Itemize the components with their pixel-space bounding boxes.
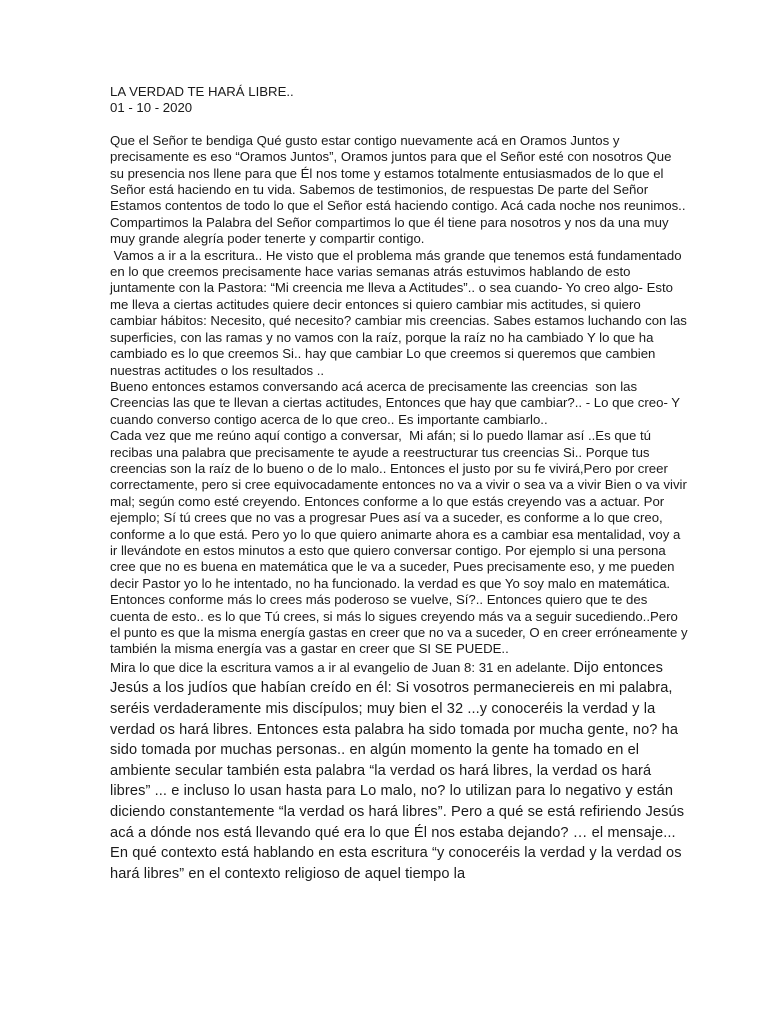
document-date: 01 - 10 - 2020 — [110, 100, 193, 116]
paragraph: Cada vez que me reúno aquí contigo a conversar, Mi afán; si lo puedo llamar así ..Es que tú recibas una palabra que precisamente te ayude a reestructurar tus creencias Si.. Porque tus creencias son la raíz de lo bueno o de lo malo.. Entonces el justo por su fe vivirá,Pero por creer correctamente, pero si cree equivocadamente entonces no va a vivir o sea va a vivir Bien o va vivir mal; según como esté creyendo. Entonces conforme a lo que estás creyendo vas a actuar. Por ejemplo; Sí tú crees que no vas a progresar Pues así va a suceder, es conforme a lo que creo, conforme a lo que está. Pero yo lo que quiero animarte ahora es a cambiar esa mentalidad, voy a ir llevándote en estos minutos a esto que quiero conversar contigo. Por ejemplo si una persona cree que no es buena en matemática que le va a suceder, Pues precisamente eso, y me pueden decir Pastor yo lo he intentado, no ha funcionado. la verdad es que Yo soy malo en matemática. Entonces conforme más lo crees más poderoso se vuelve, Sí?.. Entonces quiero que te des cuenta de esto.. es lo que Tú crees, si más lo sigues creyendo más va a seguir sucediendo..Pero el punto es que la misma energía gastas en creer que no va a suceder, O en creer erróneamente y también la misma energía vas a gastar en creer que SI SE PUEDE.. — [110, 428, 692, 657]
paragraph: Vamos a ir a la escritura.. He visto que el problema más grande que tenemos está fundamentado en lo que creemos precisamente hace varias semanas atrás estuvimos hablando de esto juntamente con la Pastora: “Mi creencia me lleva a Actitudes”.. o sea cuando- Yo creo algo- Esto me lleva a ciertas actitudes quiere decir entonces si quiero cambiar mis actitudes, si quiero cambiar hábitos: Necesito, qué necesito? cambiar mis creencias. Sabes estamos luchando con las superficies, con las ramas y no vamos con la raíz, porque la raíz no ha cambiado Y lo que ha cambiado es lo que creemos Si.. hay que cambiar Lo que creemos si queremos que cambien nuestras actitudes o los resultados .. — [110, 247, 691, 378]
document-body — [110, 84, 692, 884]
paragraph-scripture — [110, 658, 688, 885]
paragraph: Que el Señor te bendiga Qué gusto estar contigo nuevamente acá en Oramos Juntos y precisamente es eso “Oramos Juntos”, Oramos juntos para que el Señor esté con nosotros Que su presencia nos llene para que Él nos tome y estamos totalmente entusiasmados de lo que el Señor está haciendo en tu vida. Sabemos de testimonios, de respuestas De parte del Señor Estamos contentos de todo lo que el Señor está haciendo contigo. Acá cada noche nos reunimos.. Compartimos la Palabra del Señor compartimos lo que él tiene para nosotros y nos da una muy muy grande alegría poder tenerte y compartir contigo. — [110, 132, 690, 247]
paragraph-scripture-intro: Mira lo que dice la escritura vamos a ir al evangelio de Juan 8: 31 en adelante. — [110, 659, 574, 675]
document-title: LA VERDAD TE HARÁ LIBRE.. — [110, 84, 294, 99]
spacer — [110, 117, 688, 133]
paragraph-scripture-body: Dijo entonces Jesús a los judíos que habían creído en él: Si vosotros permaneciereis en mi palabra, seréis verdaderamente mis discípulos; muy bien el 32 ...y conoceréis la verdad y la verdad os hará libres. Entonces esta palabra ha sido tomada por mucha gente, no? ha sido tomada por muchas personas.. en algún momento la gente ha tomado en el ambiente secular también esta palabra “la verdad os hará libres, la verdad os hará libres” ... e incluso lo usan hasta para Lo malo, no? lo utilizan para lo negativo y están diciendo constantemente “la verdad os hará libres”. Pero a qué se está refiriendo Jesús acá a dónde nos está llevando qué era lo que Él nos estaba dejando? … el mensaje... En qué contexto está hablando en esta escritura “y conoceréis la verdad y la verdad os hará libres” en el contexto religioso de aquel tiempo la — [110, 659, 689, 882]
paragraph: Bueno entonces estamos conversando acá acerca de precisamente las creencias son las Creencias las que te llevan a ciertas actitudes, Entonces que hay que cambiar?.. - Lo que creo- Y cuando converso contigo acerca de lo que creo.. Es importante cambiarlo.. — [110, 378, 684, 427]
